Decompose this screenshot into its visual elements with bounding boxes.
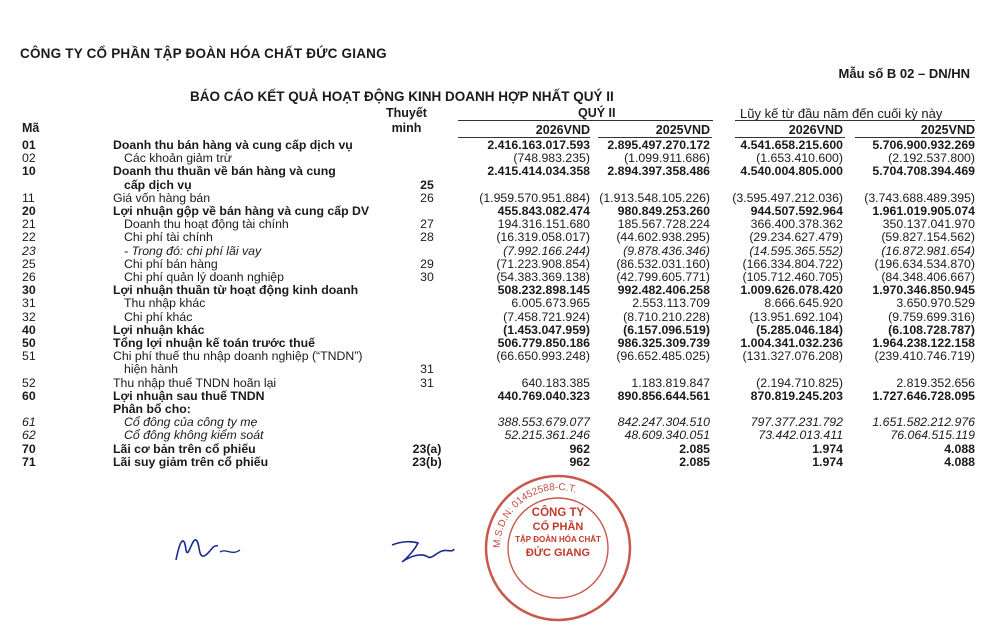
row-value-q-2026: (7.458.721.924) <box>503 309 590 324</box>
company-seal-stamp <box>478 468 638 628</box>
row-note: 27 <box>420 217 434 232</box>
row-value-q-2025: 2.085 <box>679 454 710 469</box>
row-note: 31 <box>420 375 434 390</box>
table-row <box>0 416 1000 429</box>
table-row <box>0 297 1000 310</box>
table-row <box>0 284 1000 297</box>
row-value-ytd-2026: 797.377.231.792 <box>750 415 843 430</box>
row-value-ytd-2025: 1.964.238.122.158 <box>872 336 975 350</box>
row-label: - Trong đó: chi phí lãi vay <box>124 243 262 258</box>
row-value-ytd-2026: 1.974 <box>812 454 843 469</box>
row-value-q-2026: 455.843.082.474 <box>497 204 590 218</box>
table-row <box>0 258 1000 271</box>
row-code: 62 <box>22 428 36 443</box>
row-value-q-2025: 992.482.406.258 <box>617 283 710 298</box>
row-value-q-2026: (748.983.235) <box>513 151 590 166</box>
row-code: 60 <box>22 388 36 403</box>
row-value-q-2026: 962 <box>569 441 590 456</box>
table-row <box>0 390 1000 403</box>
row-label: Thu nhập thuế TNDN hoãn lại <box>113 375 277 390</box>
table-row <box>0 443 1000 456</box>
table-row <box>0 192 1000 205</box>
col-q-2026: 2026VND <box>535 123 590 137</box>
table-row <box>0 179 1000 192</box>
company-name: CÔNG TY CỔ PHẦN TẬP ĐOÀN HÓA CHẤT ĐỨC GIANG <box>20 46 387 61</box>
col-ytd-2026: 2026VND <box>788 123 843 137</box>
row-value-ytd-2025: 1.727.646.728.095 <box>872 388 975 403</box>
row-label: hiện hành <box>124 362 179 377</box>
row-code: 21 <box>22 217 36 232</box>
row-value-ytd-2025: 5.704.708.394.469 <box>872 164 975 179</box>
row-label: Chi phí quản lý doanh nghiệp <box>124 270 284 284</box>
row-value-ytd-2025: (239.410.746.719) <box>874 349 975 364</box>
table-row <box>0 324 1000 337</box>
row-value-q-2025: (1.099.911.686) <box>624 151 710 166</box>
row-label: Các khoản giảm trừ <box>124 151 233 166</box>
row-value-q-2026: (1.453.047.959) <box>503 322 590 337</box>
row-value-q-2026: 6.005.673.965 <box>511 296 590 311</box>
row-value-q-2026: 440.769.040.323 <box>497 388 590 403</box>
row-code: 10 <box>22 164 36 179</box>
table-row <box>0 231 1000 244</box>
seal-id-text: M.S.D.N: 01452588-C.T. <box>491 481 579 549</box>
row-note: 31 <box>420 362 434 377</box>
row-value-ytd-2026: 4.540.004.805.000 <box>740 164 843 179</box>
col-q-2025: 2025VND <box>655 123 710 137</box>
row-value-q-2026: (1.959.570.951.884) <box>479 190 590 205</box>
row-value-q-2026: (7.992.166.244) <box>503 243 590 258</box>
row-value-ytd-2025: (59.827.154.562) <box>881 230 975 245</box>
row-value-q-2025: (42.799.605.771) <box>616 270 710 284</box>
table-row <box>0 456 1000 469</box>
row-note: 23(a) <box>412 441 442 456</box>
row-note: 28 <box>420 230 434 245</box>
row-label: Thu nhập khác <box>124 296 206 311</box>
table-row <box>0 337 1000 350</box>
row-value-q-2026: 2.416.163.017.593 <box>487 138 590 152</box>
seal-line4: ĐỨC GIANG <box>525 547 591 559</box>
ytd-header: Lũy kế từ đầu năm đến cuối kỳ này <box>740 106 943 121</box>
table-row <box>0 271 1000 284</box>
row-value-ytd-2026: 1.004.341.032.236 <box>740 336 843 350</box>
row-value-ytd-2025: 4.088 <box>944 454 975 469</box>
row-code: 11 <box>22 190 35 205</box>
row-code: 02 <box>22 151 36 166</box>
row-code: 32 <box>22 309 36 324</box>
row-value-q-2026: 506.779.850.186 <box>497 336 590 350</box>
row-label: Giá vốn hàng bán <box>113 190 211 205</box>
row-value-ytd-2026: (13.951.692.104) <box>749 309 843 324</box>
seal-line3: TẬP ĐOÀN HÓA CHẤT <box>515 535 601 544</box>
row-code: 50 <box>22 336 36 350</box>
row-value-ytd-2026: 4.541.658.215.600 <box>740 138 843 152</box>
row-value-q-2025: 185.567.728.224 <box>617 217 710 232</box>
col-ytd-2025: 2025VND <box>920 123 975 137</box>
row-value-ytd-2026: (1.653.410.600) <box>756 151 843 166</box>
row-value-q-2026: (54.383.369.138) <box>496 270 590 284</box>
table-row <box>0 165 1000 178</box>
row-value-ytd-2025: 350.137.041.970 <box>882 217 975 232</box>
row-value-ytd-2025: (9.759.699.316) <box>888 309 975 324</box>
row-code: 25 <box>22 256 36 271</box>
row-label: Lợi nhuận khác <box>113 322 205 337</box>
row-code: 70 <box>22 441 36 456</box>
row-note: 26 <box>420 190 434 205</box>
table-row <box>0 205 1000 218</box>
table-row <box>0 152 1000 165</box>
row-value-q-2025: 986.325.309.739 <box>617 336 710 350</box>
row-value-ytd-2026: (14.595.365.552) <box>749 243 843 258</box>
row-value-ytd-2026: 73.442.013.411 <box>758 428 843 443</box>
row-code: 23 <box>22 243 36 258</box>
row-value-q-2025: 842.247.304.510 <box>617 415 710 430</box>
row-value-q-2025: 2.085 <box>679 441 710 456</box>
row-label: Chi phí bán hàng <box>124 256 218 271</box>
table-row <box>0 429 1000 442</box>
row-label: Doanh thu bán hàng và cung cấp dịch vụ <box>113 138 353 152</box>
signature-left <box>170 530 260 564</box>
code-column-header: Mã <box>22 121 40 135</box>
table-row <box>0 377 1000 390</box>
row-label: Lợi nhuận thuần từ hoạt động kinh doanh <box>113 283 359 298</box>
row-value-q-2025: 2.894.397.358.486 <box>607 164 710 179</box>
row-value-ytd-2025: (6.108.728.787) <box>888 322 975 337</box>
ytd-divider <box>735 120 975 121</box>
row-value-q-2025: 2.553.113.709 <box>632 296 710 311</box>
row-value-q-2025: (8.710.210.228) <box>623 309 710 324</box>
row-code: 31 <box>22 296 36 311</box>
row-label: Chi phí tài chính <box>124 230 213 245</box>
row-value-q-2025: (6.157.096.519) <box>623 322 710 337</box>
row-value-ytd-2025: 3.650.970.529 <box>896 296 975 311</box>
signature-right <box>388 535 458 564</box>
row-value-q-2026: 388.553.679.077 <box>497 415 590 430</box>
row-value-ytd-2026: 870.819.245.203 <box>750 388 843 403</box>
row-value-ytd-2026: (131.327.076.208) <box>742 349 843 364</box>
row-value-q-2025: 48.609.340.051 <box>624 428 710 443</box>
row-label: cấp dịch vụ <box>124 177 192 192</box>
table-row <box>0 311 1000 324</box>
row-code: 40 <box>22 322 36 337</box>
quarter-divider <box>458 120 713 121</box>
row-value-ytd-2025: 1.970.346.850.945 <box>872 283 975 298</box>
quarter-header: QUÝ II <box>578 106 616 120</box>
row-value-q-2026: (66.650.993.248) <box>496 349 590 364</box>
row-value-ytd-2026: (105.712.460.705) <box>742 270 843 284</box>
row-label: Chi phí khác <box>124 309 193 324</box>
row-note: 30 <box>420 270 434 284</box>
row-value-q-2025: 1.183.819.847 <box>631 375 710 390</box>
row-label: Lãi cơ bản trên cổ phiếu <box>113 441 256 456</box>
row-value-q-2026: 962 <box>569 454 590 469</box>
row-value-q-2025: (86.532.031.160) <box>616 256 710 271</box>
note-header-line2: minh <box>391 121 422 135</box>
table-row <box>0 245 1000 258</box>
row-value-q-2026: (71.223.908.854) <box>496 256 590 271</box>
row-label: Tổng lợi nhuận kế toán trước thuế <box>113 336 315 350</box>
row-value-ytd-2025: 2.819.352.656 <box>896 375 975 390</box>
row-label: Lợi nhuận gộp về bán hàng và cung cấp DV <box>113 204 370 218</box>
table-row <box>0 218 1000 231</box>
row-value-q-2025: (1.913.548.105.226) <box>599 190 710 205</box>
row-note: 29 <box>420 256 434 271</box>
row-value-q-2025: (44.602.938.295) <box>616 230 710 245</box>
seal-line2: CỔ PHẦN <box>532 521 584 533</box>
row-value-ytd-2025: (16.872.981.654) <box>881 243 975 258</box>
row-value-q-2026: (16.319.058.017) <box>496 230 590 245</box>
row-note: 25 <box>420 177 434 192</box>
row-value-q-2025: (96.652.485.025) <box>616 349 710 364</box>
table-row <box>0 139 1000 152</box>
row-label: Doanh thu thuần về bán hàng và cung <box>113 164 336 179</box>
row-value-ytd-2025: 1.651.582.212.976 <box>872 415 975 430</box>
row-value-ytd-2026: (166.334.804.722) <box>742 256 843 271</box>
form-number: Mẫu số B 02 – DN/HN <box>838 66 970 81</box>
row-value-q-2025: 980.849.253.260 <box>617 204 710 218</box>
row-value-ytd-2025: 76.064.515.119 <box>890 428 975 443</box>
row-code: 30 <box>22 283 36 298</box>
report-title: BÁO CÁO KẾT QUẢ HOẠT ĐỘNG KINH DOANH HỢP NHẤT QUÝ II <box>190 89 614 104</box>
row-value-q-2026: 508.232.898.145 <box>497 283 590 298</box>
row-value-ytd-2026: 8.666.645.920 <box>764 296 843 311</box>
row-code: 51 <box>22 349 36 364</box>
row-value-ytd-2026: 1.009.626.078.420 <box>740 283 843 298</box>
row-label: Cổ đông của công ty mẹ <box>124 415 258 430</box>
row-label: Phân bổ cho: <box>113 402 191 416</box>
row-code: 61 <box>22 415 36 430</box>
row-value-ytd-2025: (84.348.406.667) <box>881 270 975 284</box>
row-value-ytd-2026: (3.595.497.212.036) <box>732 190 843 205</box>
row-code: 01 <box>22 138 36 152</box>
row-code: 71 <box>22 454 36 469</box>
note-header-line1: Thuyết <box>386 106 427 120</box>
row-value-q-2026: 2.415.414.034.358 <box>487 164 590 179</box>
note-column-header <box>386 106 427 136</box>
row-code: 26 <box>22 270 36 284</box>
row-label: Lợi nhuận sau thuế TNDN <box>113 388 265 403</box>
row-code: 22 <box>22 230 36 245</box>
row-value-ytd-2026: 366.400.378.362 <box>750 217 843 232</box>
row-note: 23(b) <box>412 454 442 469</box>
row-label: Chi phí thuế thu nhập doanh nghiệp (“TNDN”) <box>113 349 363 364</box>
row-value-q-2026: 52.215.361.246 <box>504 428 590 443</box>
row-value-ytd-2025: (3.743.688.489.395) <box>864 190 975 205</box>
row-value-q-2025: (9.878.436.346) <box>623 243 710 258</box>
row-code: 20 <box>22 204 36 218</box>
row-label: Cổ đông không kiểm soát <box>124 428 264 443</box>
row-value-q-2026: 194.316.151.680 <box>497 217 590 232</box>
row-value-q-2026: 640.183.385 <box>521 375 590 390</box>
row-value-q-2025: 890.856.644.561 <box>617 388 710 403</box>
row-value-ytd-2025: 4.088 <box>944 441 975 456</box>
row-value-ytd-2026: (29.234.627.479) <box>749 230 843 245</box>
row-value-ytd-2025: (196.634.534.870) <box>874 256 975 271</box>
row-value-ytd-2025: 1.961.019.905.074 <box>872 204 975 218</box>
row-code: 52 <box>22 375 36 390</box>
row-label: Doanh thu hoạt động tài chính <box>124 217 289 232</box>
table-row <box>0 363 1000 376</box>
table-row <box>0 350 1000 363</box>
row-value-ytd-2025: 5.706.900.932.269 <box>872 138 975 152</box>
row-value-ytd-2026: (5.285.046.184) <box>756 322 843 337</box>
row-label: Lãi suy giảm trên cổ phiếu <box>113 454 269 469</box>
row-value-ytd-2026: 944.507.592.964 <box>750 204 843 218</box>
row-value-q-2025: 2.895.497.270.172 <box>607 138 710 152</box>
seal-line1: CÔNG TY <box>531 507 585 519</box>
table-row <box>0 403 1000 416</box>
row-value-ytd-2026: (2.194.710.825) <box>756 375 843 390</box>
row-value-ytd-2025: (2.192.537.800) <box>888 151 975 166</box>
row-value-ytd-2026: 1.974 <box>812 441 843 456</box>
